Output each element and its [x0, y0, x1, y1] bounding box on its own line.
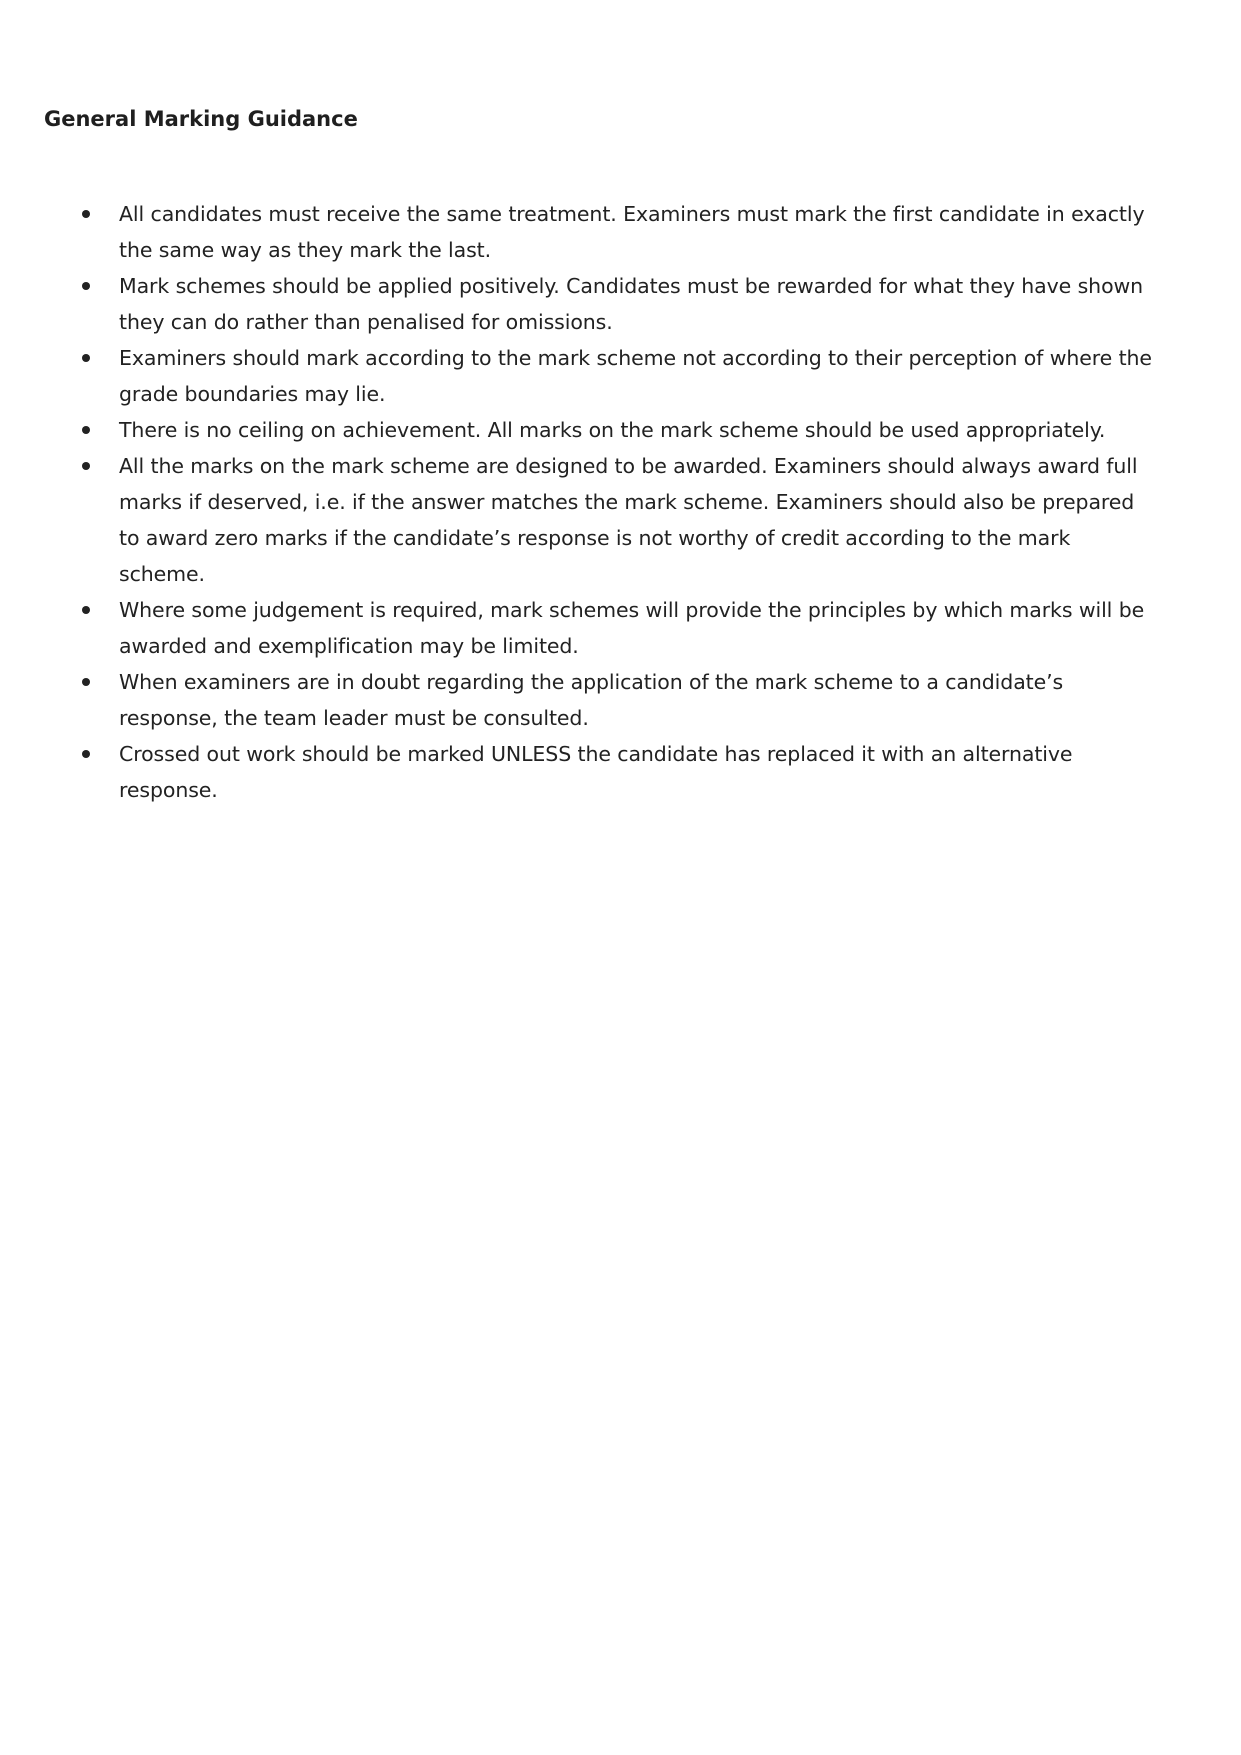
- list-item: [0, 736, 1159, 808]
- bullet-icon: [80, 592, 92, 628]
- list-item-text: Crossed out work should be marked UNLESS the candidate has replaced it with an alternative response.: [119, 742, 1073, 802]
- list-item: [0, 268, 1159, 340]
- bullet-icon: [80, 412, 92, 448]
- bullet-icon: [80, 268, 92, 304]
- page-title: General Marking Guidance: [44, 107, 358, 131]
- bullet-icon: [80, 340, 92, 376]
- list-item-text: Examiners should mark according to the mark scheme not according to their perception of where the grade boundaries may lie.: [119, 346, 1152, 406]
- bullet-icon: [80, 664, 92, 700]
- bullet-icon: [80, 196, 92, 232]
- list-item: [0, 664, 1159, 736]
- bullet-icon: [80, 448, 92, 484]
- list-item: [0, 196, 1159, 268]
- list-item-text: Where some judgement is required, mark schemes will provide the principles by which marks will be awarded and exemplification may be limited.: [119, 598, 1145, 658]
- list-item-text: There is no ceiling on achievement. All marks on the mark scheme should be used appropriately.: [119, 418, 1106, 442]
- list-item-text: When examiners are in doubt regarding the application of the mark scheme to a candidate’s response, the team leader must be consulted.: [119, 670, 1064, 730]
- bullet-icon: [80, 736, 92, 772]
- list-item-text: All candidates must receive the same treatment. Examiners must mark the first candidate in exactly the same way as they mark the last.: [119, 202, 1145, 262]
- list-item-text: Mark schemes should be applied positively. Candidates must be rewarded for what they have shown they can do rather than penalised for omissions.: [119, 274, 1144, 334]
- guidance-list: [0, 196, 1241, 808]
- list-item: [0, 592, 1159, 664]
- list-item: [0, 340, 1159, 412]
- list-item: [0, 412, 1159, 448]
- list-item: [0, 448, 1159, 592]
- list-item-text: All the marks on the mark scheme are designed to be awarded. Examiners should always award full marks if deserved, i.e. if the answer matches the mark scheme. Examiners should also be prepared to award zero marks if the candidate’s response is not worthy of credit according to the mark scheme.: [119, 454, 1138, 586]
